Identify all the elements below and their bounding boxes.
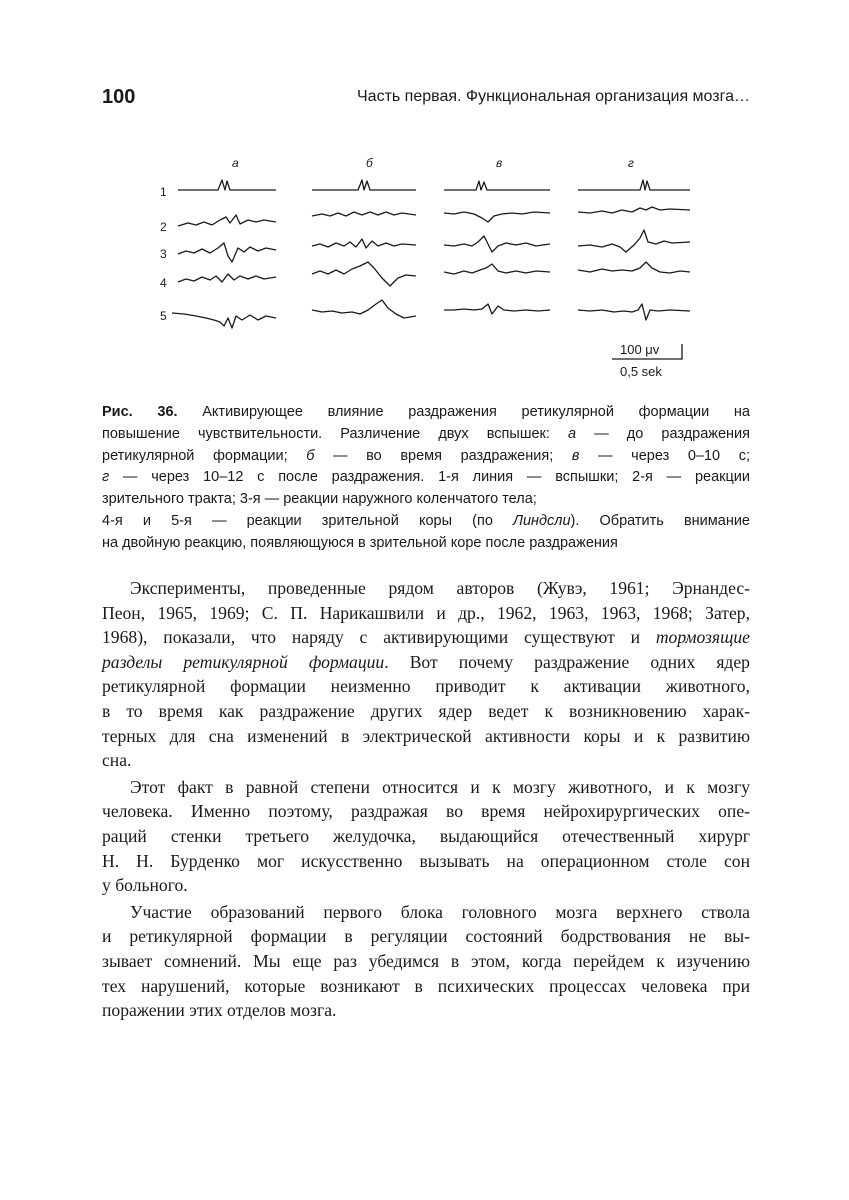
italic-span: разделы ретикулярной формации xyxy=(102,651,385,672)
text-line: у больного. xyxy=(102,875,188,896)
caption-label: Рис. 36. xyxy=(102,404,178,420)
trace-v-5 xyxy=(444,304,550,314)
trace-a-1 xyxy=(178,180,276,190)
trace-g-3 xyxy=(578,230,690,252)
text-line: Этот факт в равной степени относится и к мозгу животного, и к мозгу xyxy=(130,776,750,797)
trace-v-2 xyxy=(444,212,550,222)
trace-g-5 xyxy=(578,304,690,320)
trace-v-3 xyxy=(444,236,550,252)
paragraph-2 xyxy=(102,775,750,898)
scale-bar xyxy=(612,342,682,379)
row-label-4: 4 xyxy=(160,276,167,290)
paragraph-1 xyxy=(102,576,750,773)
trace-a-5 xyxy=(172,313,276,328)
text-line: терных для сна изменений в электрической активности коры и к развитию xyxy=(102,725,750,746)
caption-italic: Линдсли xyxy=(513,512,571,529)
row-label-5: 5 xyxy=(160,309,167,323)
col-label-b: б xyxy=(366,156,373,170)
text-line: раций стенки третьего желудочка, выдающийся отечественный хирург xyxy=(102,825,750,846)
col-label-a: а xyxy=(232,156,239,170)
caption-text: повышение чувствительности. Различение двух вспышек: xyxy=(102,425,550,442)
trace-g-1 xyxy=(578,180,690,190)
scale-time: 0,5 sek xyxy=(620,364,662,379)
trace-g-4 xyxy=(578,262,690,273)
text-span: 1968), показали, что наряду с активирующими существуют и xyxy=(102,627,656,648)
scale-amplitude: 100 μv xyxy=(620,342,660,357)
trace-v-4 xyxy=(444,264,550,274)
col-label-v: в xyxy=(496,156,503,170)
caption-text: ). Обратить внимание xyxy=(570,512,750,529)
row-label-2: 2 xyxy=(160,220,167,234)
trace-b-4 xyxy=(312,262,416,286)
text-line: в то время как раздражение других ядер ведет к возникновению харак- xyxy=(102,700,750,721)
trace-a-2 xyxy=(178,215,276,226)
caption-italic: б xyxy=(306,447,315,464)
page-number: 100 xyxy=(102,86,136,108)
text-line: и ретикулярной формации в регуляции состояний бодрствования не вы- xyxy=(102,926,750,947)
trace-b-5 xyxy=(312,300,416,318)
caption-text: зрительного тракта; 3-я — реакции наружного коленчатого тела; xyxy=(102,491,537,508)
trace-a-4 xyxy=(178,274,276,282)
caption-text: Активирующее влияние раздражения ретикулярной формации на xyxy=(202,404,750,420)
caption-italic: в xyxy=(571,447,580,464)
text-span: . Вот почему раздражение одних ядер xyxy=(384,651,750,672)
running-title: Часть первая. Функциональная организация мозга… xyxy=(357,88,750,105)
caption-text: — во время раздражения; xyxy=(314,447,572,464)
col-label-g: г xyxy=(628,156,634,170)
text-line: поражении этих отделов мозга. xyxy=(102,1000,337,1021)
text-line: Участие образований первого блока головного мозга верхнего ствола xyxy=(130,901,750,922)
trace-g-2 xyxy=(578,207,690,213)
caption-text: — через 0–10 с; xyxy=(579,447,750,464)
text-line: Н. Н. Бурденко мог искусственно вызывать на операционном столе сон xyxy=(102,850,750,871)
text-line: зывает сомнений. Мы еще раз убедимся в этом, когда перейдем к изучению xyxy=(102,950,750,971)
page-header xyxy=(102,86,750,112)
trace-a-3 xyxy=(178,243,276,262)
caption-italic: г xyxy=(102,469,110,486)
figure-36 xyxy=(150,150,710,390)
caption-text: — через 10–12 с после раздражения. 1-я линия — вспышки; 2-я — реакции xyxy=(109,469,750,486)
text-line: Эксперименты, проведенные рядом авторов (Жувэ, 1961; Эрнандес- xyxy=(130,578,750,598)
trace-v-1 xyxy=(444,181,550,190)
italic-span: тормозящие xyxy=(655,627,750,648)
caption-text: — до раздражения xyxy=(576,425,751,442)
row-label-3: 3 xyxy=(160,247,167,261)
body-text xyxy=(102,576,750,1023)
text-line: сна. xyxy=(102,750,132,771)
figure-caption xyxy=(102,402,750,555)
caption-text: ретикулярной формации; xyxy=(102,447,307,464)
paragraph-3 xyxy=(102,900,750,1023)
text-line: тех нарушений, которые возникают в психических процессах человека при xyxy=(102,975,750,996)
trace-b-3 xyxy=(312,239,416,248)
text-line: Пеон, 1965, 1969; С. П. Нарикашвили и др., 1962, 1963, 1963, 1968; Затер, xyxy=(102,602,750,623)
caption-text: на двойную реакцию, появляющуюся в зрительной коре после раздражения xyxy=(102,534,618,551)
row-label-1: 1 xyxy=(160,185,167,199)
caption-italic: а xyxy=(568,425,577,442)
caption-text: 4-я и 5-я — реакции зрительной коры (по xyxy=(102,512,514,529)
eeg-traces-figure xyxy=(150,150,710,390)
text-line: ретикулярной формации неизменно приводит к активации животного, xyxy=(102,676,750,697)
trace-b-1 xyxy=(312,180,416,190)
trace-b-2 xyxy=(312,212,416,216)
text-line: человека. Именно поэтому, раздражая во время нейрохирургических опе- xyxy=(102,801,750,822)
